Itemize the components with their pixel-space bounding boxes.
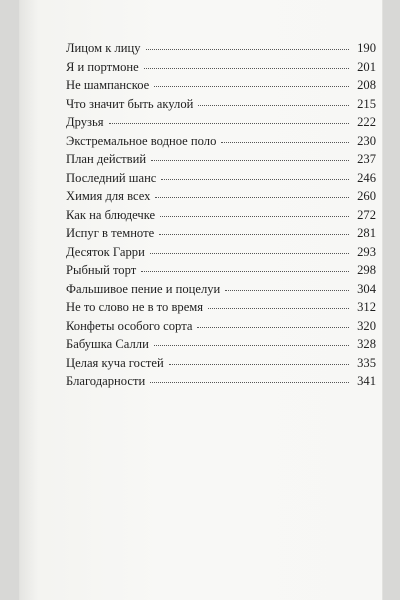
toc-entry-title: Не шампанское [66, 78, 150, 92]
toc-entry [66, 132, 376, 151]
toc-entry-page: 201 [357, 59, 376, 74]
toc-leader-dots [146, 48, 349, 50]
toc-leader-dots [154, 85, 349, 87]
toc-leader-dots [160, 215, 349, 217]
toc-entry-page: 260 [357, 189, 376, 203]
toc-entry-title: Рыбный торт [66, 263, 137, 277]
toc-entry-title: Целая куча гостей [66, 355, 164, 370]
toc-leader-dots [159, 233, 349, 235]
toc-leader-dots [151, 159, 349, 161]
toc-entry-page: 237 [357, 152, 376, 166]
toc-entry [66, 76, 376, 95]
toc-leader-dots [197, 326, 349, 328]
toc-entry [66, 39, 376, 58]
toc-entry-title: План действий [66, 152, 147, 166]
toc-entry-page: 272 [357, 207, 376, 222]
toc-entry-title: Благодарности [66, 374, 146, 388]
toc-entry [66, 354, 376, 373]
toc-entry-page: 304 [357, 281, 376, 296]
toc-leader-dots [109, 122, 349, 124]
toc-entry [66, 58, 376, 77]
toc-entry-page: 281 [357, 226, 376, 240]
toc-entry [66, 206, 376, 225]
toc-leader-dots [141, 270, 349, 272]
toc-entry-page: 320 [357, 318, 376, 333]
toc-entry-page: 312 [357, 300, 376, 314]
book-page [20, 0, 382, 600]
toc-leader-dots [150, 381, 349, 383]
toc-entry-title: Не то слово не в то время [66, 300, 204, 314]
toc-entry-page: 208 [357, 78, 376, 92]
toc-entry [66, 243, 376, 262]
toc-entry-page: 293 [357, 244, 376, 259]
toc-entry-title: Я и портмоне [66, 59, 139, 74]
toc-entry-title: Друзья [66, 115, 104, 129]
toc-entry-page: 298 [357, 263, 376, 277]
toc-entry-title: Бабушка Салли [66, 337, 149, 351]
toc-entry-page: 222 [357, 115, 376, 129]
toc-entry [66, 298, 376, 317]
toc-leader-dots [169, 363, 349, 365]
table-of-contents [66, 39, 376, 391]
toc-leader-dots [221, 141, 349, 143]
toc-leader-dots [144, 67, 349, 69]
toc-entry [66, 317, 376, 336]
toc-entry [66, 372, 376, 391]
toc-leader-dots [208, 307, 349, 309]
toc-entry [66, 187, 376, 206]
toc-entry [66, 335, 376, 354]
toc-leader-dots [225, 289, 349, 291]
toc-entry-title: Как на блюдечке [66, 207, 156, 222]
toc-entry [66, 150, 376, 169]
toc-entry [66, 261, 376, 280]
toc-entry-title: Конфеты особого сорта [66, 318, 193, 333]
toc-entry-title: Лицом к лицу [66, 41, 141, 55]
toc-leader-dots [155, 196, 349, 198]
toc-entry-page: 341 [357, 374, 376, 388]
toc-entry-title: Десяток Гарри [66, 244, 145, 259]
toc-entry-title: Что значит быть акулой [66, 96, 194, 111]
toc-entry-page: 335 [357, 355, 376, 370]
toc-leader-dots [154, 344, 349, 346]
toc-entry-title: Фальшивое пение и поцелуи [66, 281, 221, 296]
toc-entry-title: Химия для всех [66, 189, 151, 203]
toc-leader-dots [150, 252, 349, 254]
toc-entry-page: 190 [357, 41, 376, 55]
toc-entry [66, 113, 376, 132]
toc-entry-title: Последний шанс [66, 170, 157, 185]
toc-entry-page: 230 [357, 133, 376, 148]
toc-entry [66, 95, 376, 114]
toc-entry-title: Экстремальное водное поло [66, 133, 217, 148]
toc-entry-page: 246 [357, 170, 376, 185]
toc-leader-dots [198, 104, 349, 106]
toc-entry [66, 280, 376, 299]
toc-entry-title: Испуг в темноте [66, 226, 155, 240]
toc-leader-dots [161, 178, 349, 180]
toc-entry [66, 169, 376, 188]
toc-entry [66, 224, 376, 243]
toc-entry-page: 328 [357, 337, 376, 351]
toc-entry-page: 215 [357, 96, 376, 111]
